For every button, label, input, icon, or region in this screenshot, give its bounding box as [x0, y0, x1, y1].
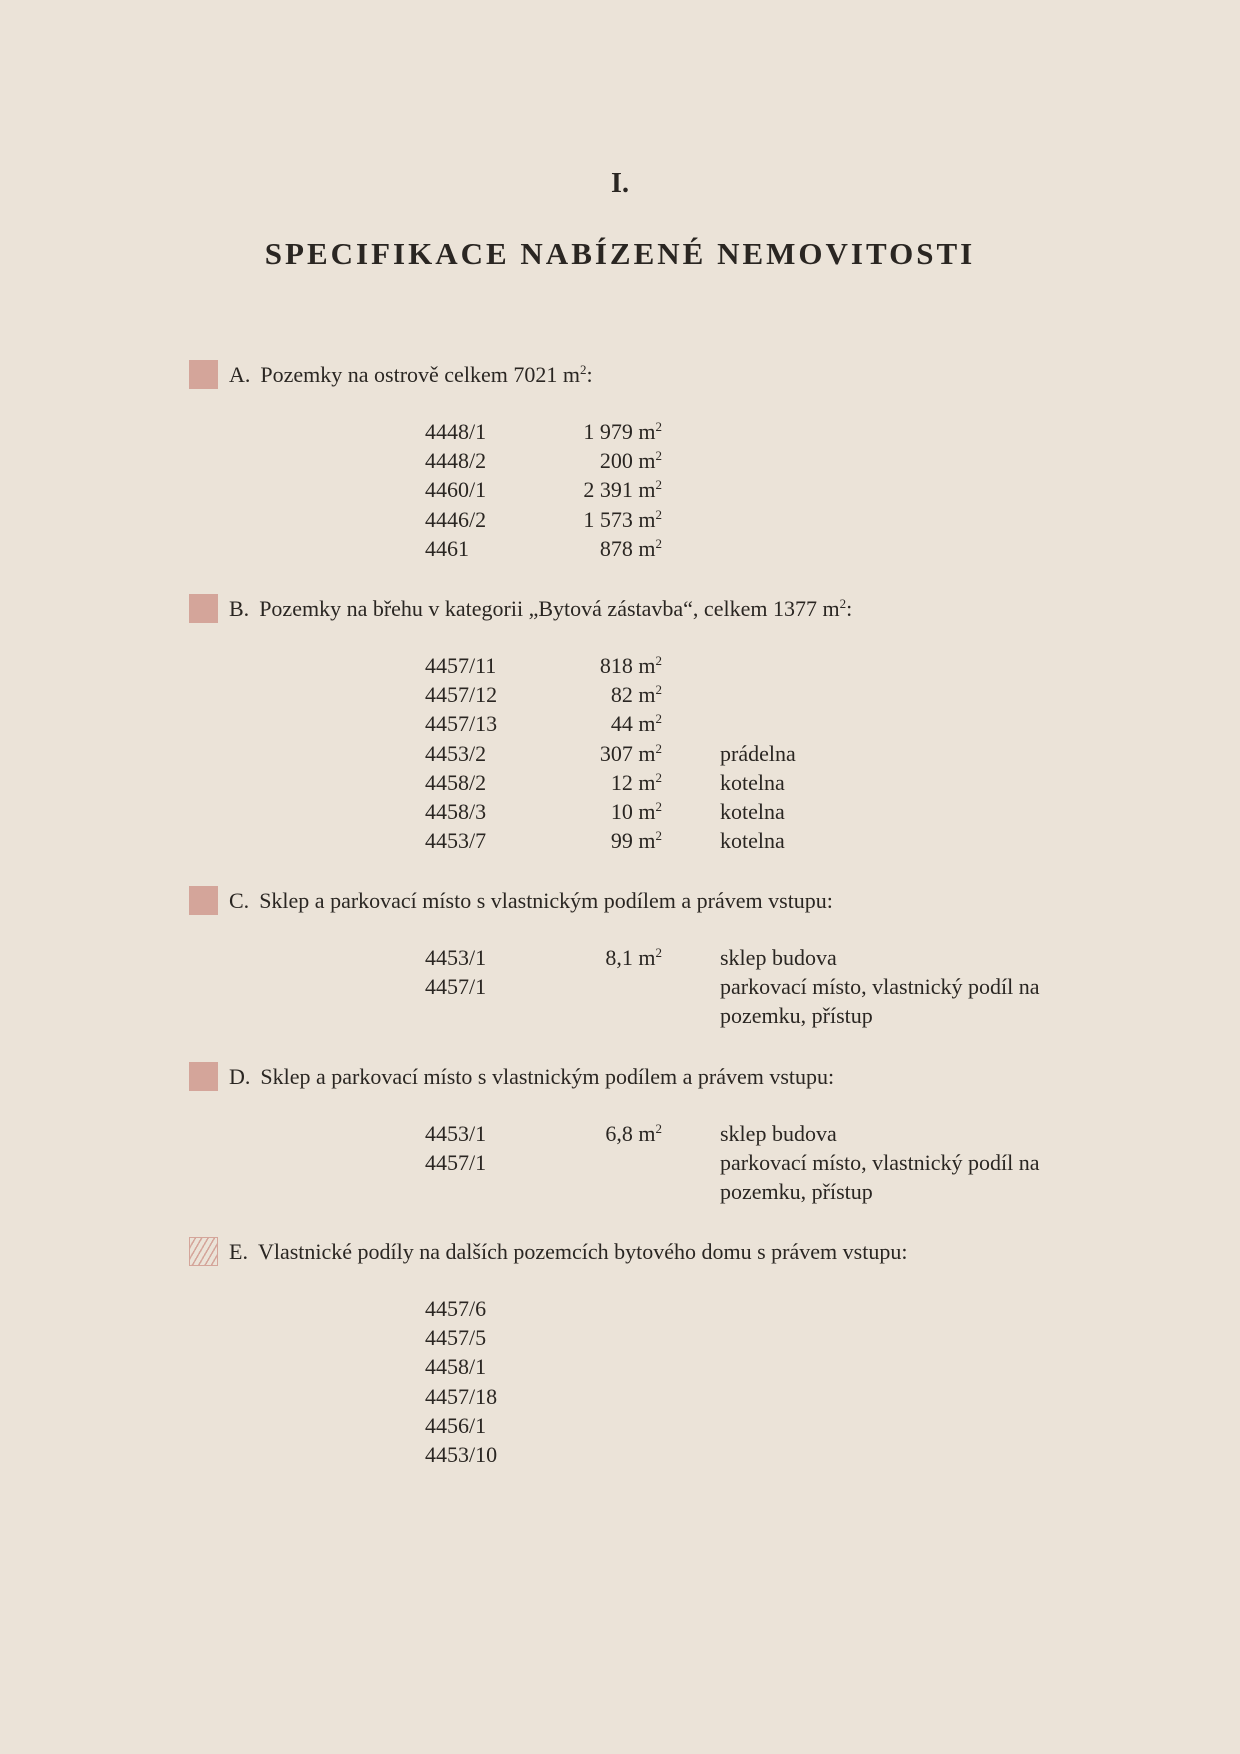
- parcel-area: 878 $m^2$: [599, 535, 662, 561]
- parcel-area: 44 $m^2$: [610, 711, 662, 737]
- section-title: Pozemky na ostrově celkem 7021 $m^2$:: [260, 362, 593, 387]
- parcel-number: 4453/10: [425, 1441, 498, 1467]
- parcel-row: [0, 1323, 1240, 1352]
- parcel-number: 4457/13: [425, 711, 498, 737]
- parcel-row: [0, 1382, 1240, 1411]
- legend-swatch: [189, 360, 218, 389]
- parcel-area: 2 391 $m^2$: [583, 477, 662, 503]
- parcel-note: kotelna: [720, 798, 785, 824]
- parcel-row: [0, 1294, 1240, 1323]
- parcel-area: 1 979 $m^2$: [583, 419, 662, 444]
- parcel-number: 4460/1: [425, 477, 487, 503]
- parcel-number: 4448/2: [425, 448, 487, 474]
- section-letter: C.: [229, 888, 250, 913]
- parcel-number: 4457/12: [425, 682, 498, 708]
- section-heading: [0, 1237, 1240, 1267]
- section-heading: [0, 886, 1240, 916]
- parcel-number: 4457/18: [425, 1383, 498, 1409]
- parcel-list: [0, 1294, 1240, 1469]
- chapter-title: SPECIFIKACE NABÍZENÉ NEMOVITOSTI: [264, 236, 976, 271]
- section-heading: [0, 1062, 1240, 1092]
- parcel-list: [0, 417, 1240, 563]
- parcel-row: [0, 505, 1240, 534]
- parcel-area: 200 $m^2$: [599, 448, 662, 474]
- parcel-number: 4456/1: [425, 1412, 487, 1438]
- section-heading-text: [229, 1237, 907, 1267]
- section-letter: B.: [229, 596, 250, 621]
- section-a: [0, 360, 1240, 563]
- parcel-row: [0, 1148, 1240, 1205]
- parcel-row: [0, 768, 1240, 797]
- parcel-note: parkovací místo, vlastnický podíl na pozemku, přístup: [720, 1150, 1040, 1205]
- section-title: Sklep a parkovací místo s vlastnickým podílem a právem vstupu:: [259, 888, 833, 913]
- section-title: Sklep a parkovací místo s vlastnickým podílem a právem vstupu:: [260, 1064, 835, 1089]
- section-title: Vlastnické podíly na dalších pozemcích bytového domu s právem vstupu:: [257, 1239, 908, 1264]
- parcel-row: [0, 417, 1240, 446]
- parcel-row: [0, 475, 1240, 504]
- parcel-number: 4457/1: [425, 1150, 487, 1176]
- note-continuation-spacer: [0, 1177, 1240, 1206]
- hatched-legend-swatch: [189, 1237, 218, 1266]
- parcel-row: [0, 1411, 1240, 1440]
- parcel-number: 4453/1: [425, 1121, 487, 1146]
- parcel-area: 6,8 $m^2$: [605, 1121, 662, 1146]
- section-letter: D.: [229, 1064, 251, 1089]
- parcel-list: [0, 1119, 1240, 1207]
- parcel-row: [0, 826, 1240, 855]
- section-b: [0, 594, 1240, 855]
- section-heading-text: [229, 1062, 834, 1092]
- parcel-row: [0, 651, 1240, 680]
- parcel-row: [0, 680, 1240, 709]
- parcel-note: parkovací místo, vlastnický podíl na pozemku, přístup: [720, 974, 1040, 1029]
- parcel-number: 4457/1: [425, 974, 487, 1000]
- chapter-number: I.: [611, 168, 629, 199]
- parcel-area: 1 573 $m^2$: [583, 506, 662, 532]
- parcel-row: [0, 739, 1240, 768]
- parcel-area: 82 $m^2$: [610, 682, 662, 708]
- section-heading: [0, 360, 1240, 390]
- parcel-area: 10 $m^2$: [610, 798, 662, 824]
- parcel-area: 99 $m^2$: [610, 828, 662, 854]
- parcel-row: [0, 943, 1240, 972]
- parcel-number: 4458/2: [425, 769, 487, 795]
- parcel-note: kotelna: [720, 769, 785, 795]
- parcel-number: 4458/3: [425, 798, 487, 824]
- parcel-list: [0, 651, 1240, 855]
- parcel-number: 4453/2: [425, 740, 487, 766]
- parcel-note: sklep budova: [720, 1121, 837, 1146]
- parcel-number: 4457/6: [425, 1296, 487, 1321]
- parcel-number: 4458/1: [425, 1354, 487, 1380]
- parcel-area: 307 $m^2$: [599, 740, 662, 766]
- parcel-row: [0, 534, 1240, 563]
- section-e: [0, 1237, 1240, 1469]
- parcel-note: prádelna: [720, 740, 796, 766]
- section-title: Pozemky na břehu v kategorii „Bytová zástavba“, celkem 1377 $m^2$:: [259, 596, 853, 621]
- parcel-row: [0, 797, 1240, 826]
- section-heading-text: [229, 886, 833, 916]
- section-letter: E.: [229, 1239, 248, 1264]
- parcel-number: 4457/11: [425, 653, 497, 678]
- parcel-row: [0, 1440, 1240, 1469]
- note-continuation-spacer: [0, 1001, 1240, 1030]
- parcel-number: 4446/2: [425, 506, 487, 532]
- parcel-row: [0, 446, 1240, 475]
- section-heading-text: [229, 594, 852, 624]
- parcel-note: sklep budova: [720, 945, 837, 970]
- legend-swatch: [189, 594, 218, 623]
- section-d: [0, 1062, 1240, 1207]
- parcel-row: [0, 709, 1240, 738]
- section-c: [0, 886, 1240, 1031]
- parcel-number: 4453/7: [425, 828, 487, 854]
- legend-swatch: [189, 886, 218, 915]
- parcel-number: 4461: [425, 535, 469, 561]
- parcel-area: 818 $m^2$: [599, 653, 662, 678]
- parcel-number: 4453/1: [425, 945, 487, 970]
- section-heading: [0, 594, 1240, 624]
- section-heading-text: [229, 360, 593, 390]
- parcel-row: [0, 1119, 1240, 1148]
- parcel-number: 4457/5: [425, 1325, 487, 1351]
- legend-swatch: [189, 1062, 218, 1091]
- parcel-row: [0, 1352, 1240, 1381]
- section-letter: A.: [229, 362, 251, 387]
- parcel-row: [0, 972, 1240, 1029]
- parcel-note: kotelna: [720, 828, 785, 854]
- parcel-area: 8,1 $m^2$: [605, 945, 662, 970]
- parcel-number: 4448/1: [425, 419, 487, 444]
- parcel-area: 12 $m^2$: [610, 769, 662, 795]
- parcel-list: [0, 943, 1240, 1031]
